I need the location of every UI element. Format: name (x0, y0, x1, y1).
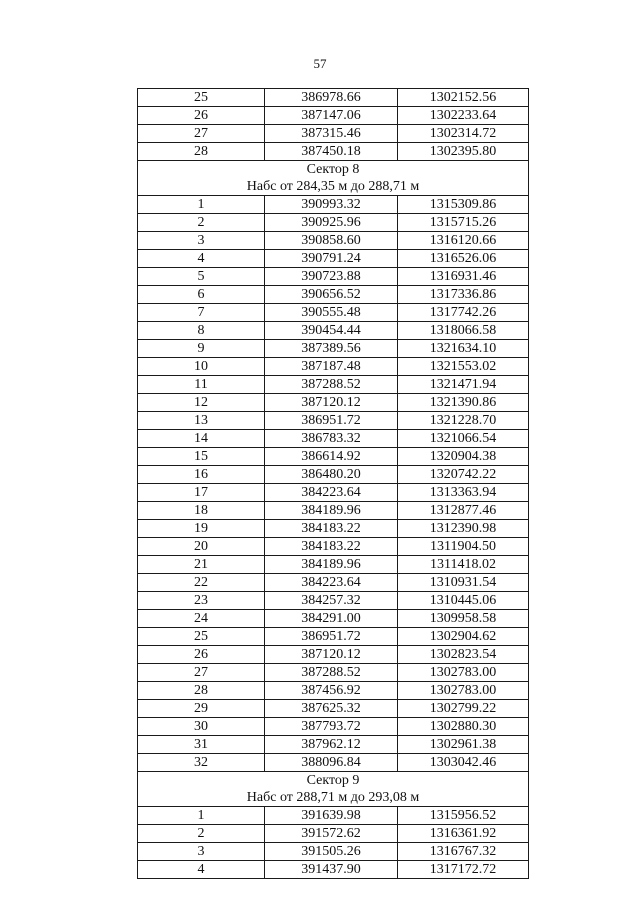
x-coordinate-cell: 391572.62 (265, 825, 398, 843)
table-row (138, 394, 529, 412)
table-row (138, 682, 529, 700)
y-coordinate-cell: 1302799.22 (398, 700, 529, 718)
table-row (138, 376, 529, 394)
table-row (138, 556, 529, 574)
y-coordinate-cell: 1316361.92 (398, 825, 529, 843)
x-coordinate-cell: 390993.32 (265, 196, 398, 214)
point-number-cell: 26 (138, 107, 265, 125)
table-row (138, 304, 529, 322)
table-row (138, 807, 529, 825)
y-coordinate-cell: 1316526.06 (398, 250, 529, 268)
sector-header-row (138, 772, 529, 807)
table-row (138, 268, 529, 286)
y-coordinate-cell: 1316767.32 (398, 843, 529, 861)
point-number-cell: 2 (138, 214, 265, 232)
sector-title: Сектор 8 (306, 162, 360, 177)
point-number-cell: 6 (138, 286, 265, 304)
table-row (138, 232, 529, 250)
y-coordinate-cell: 1315715.26 (398, 214, 529, 232)
point-number-cell: 14 (138, 430, 265, 448)
table-row (138, 143, 529, 161)
x-coordinate-cell: 386783.32 (265, 430, 398, 448)
y-coordinate-cell: 1321553.02 (398, 358, 529, 376)
point-number-cell: 15 (138, 448, 265, 466)
x-coordinate-cell: 384223.64 (265, 574, 398, 592)
x-coordinate-cell: 390858.60 (265, 232, 398, 250)
x-coordinate-cell: 384183.22 (265, 538, 398, 556)
x-coordinate-cell: 390925.96 (265, 214, 398, 232)
y-coordinate-cell: 1302783.00 (398, 664, 529, 682)
y-coordinate-cell: 1302783.00 (398, 682, 529, 700)
x-coordinate-cell: 387450.18 (265, 143, 398, 161)
table-row (138, 502, 529, 520)
x-coordinate-cell: 390723.88 (265, 268, 398, 286)
point-number-cell: 10 (138, 358, 265, 376)
table-row (138, 89, 529, 107)
x-coordinate-cell: 391437.90 (265, 861, 398, 879)
table-row (138, 484, 529, 502)
point-number-cell: 11 (138, 376, 265, 394)
x-coordinate-cell: 386951.72 (265, 412, 398, 430)
sector-title: Сектор 9 (306, 773, 360, 788)
point-number-cell: 13 (138, 412, 265, 430)
table-row (138, 286, 529, 304)
point-number-cell: 21 (138, 556, 265, 574)
table-row (138, 664, 529, 682)
x-coordinate-cell: 384291.00 (265, 610, 398, 628)
y-coordinate-cell: 1310931.54 (398, 574, 529, 592)
y-coordinate-cell: 1317336.86 (398, 286, 529, 304)
y-coordinate-cell: 1318066.58 (398, 322, 529, 340)
sector-range: Набс от 284,35 м до 288,71 м (246, 179, 420, 194)
y-coordinate-cell: 1321066.54 (398, 430, 529, 448)
x-coordinate-cell: 390791.24 (265, 250, 398, 268)
x-coordinate-cell: 384189.96 (265, 556, 398, 574)
point-number-cell: 19 (138, 520, 265, 538)
x-coordinate-cell: 391505.26 (265, 843, 398, 861)
point-number-cell: 25 (138, 628, 265, 646)
table-row (138, 825, 529, 843)
x-coordinate-cell: 390454.44 (265, 322, 398, 340)
coordinates-table (137, 88, 529, 879)
point-number-cell: 30 (138, 718, 265, 736)
x-coordinate-cell: 384189.96 (265, 502, 398, 520)
table-row (138, 736, 529, 754)
x-coordinate-cell: 390555.48 (265, 304, 398, 322)
point-number-cell: 20 (138, 538, 265, 556)
point-number-cell: 16 (138, 466, 265, 484)
point-number-cell: 1 (138, 807, 265, 825)
table-row (138, 718, 529, 736)
sector-header-cell (138, 772, 529, 807)
x-coordinate-cell: 384223.64 (265, 484, 398, 502)
table-row (138, 214, 529, 232)
table-row (138, 466, 529, 484)
table-row (138, 125, 529, 143)
y-coordinate-cell: 1321471.94 (398, 376, 529, 394)
x-coordinate-cell: 387625.32 (265, 700, 398, 718)
x-coordinate-cell: 387389.56 (265, 340, 398, 358)
point-number-cell: 24 (138, 610, 265, 628)
y-coordinate-cell: 1317172.72 (398, 861, 529, 879)
table-row (138, 700, 529, 718)
table-row (138, 448, 529, 466)
y-coordinate-cell: 1309958.58 (398, 610, 529, 628)
x-coordinate-cell: 387456.92 (265, 682, 398, 700)
x-coordinate-cell: 384257.32 (265, 592, 398, 610)
x-coordinate-cell: 387187.48 (265, 358, 398, 376)
y-coordinate-cell: 1320904.38 (398, 448, 529, 466)
x-coordinate-cell: 386614.92 (265, 448, 398, 466)
point-number-cell: 12 (138, 394, 265, 412)
table-row (138, 520, 529, 538)
y-coordinate-cell: 1316931.46 (398, 268, 529, 286)
table-row (138, 430, 529, 448)
y-coordinate-cell: 1313363.94 (398, 484, 529, 502)
point-number-cell: 2 (138, 825, 265, 843)
table-row (138, 340, 529, 358)
y-coordinate-cell: 1316120.66 (398, 232, 529, 250)
page-number: 57 (313, 56, 327, 71)
x-coordinate-cell: 387120.12 (265, 646, 398, 664)
x-coordinate-cell: 387288.52 (265, 376, 398, 394)
y-coordinate-cell: 1310445.06 (398, 592, 529, 610)
table-row (138, 592, 529, 610)
y-coordinate-cell: 1302152.56 (398, 89, 529, 107)
point-number-cell: 22 (138, 574, 265, 592)
point-number-cell: 25 (138, 89, 265, 107)
y-coordinate-cell: 1317742.26 (398, 304, 529, 322)
x-coordinate-cell: 386480.20 (265, 466, 398, 484)
y-coordinate-cell: 1303042.46 (398, 754, 529, 772)
x-coordinate-cell: 387120.12 (265, 394, 398, 412)
sector-range: Набс от 288,71 м до 293,08 м (246, 790, 420, 805)
table-row (138, 322, 529, 340)
table-row (138, 412, 529, 430)
x-coordinate-cell: 387315.46 (265, 125, 398, 143)
point-number-cell: 28 (138, 682, 265, 700)
point-number-cell: 17 (138, 484, 265, 502)
table-row (138, 196, 529, 214)
y-coordinate-cell: 1302823.54 (398, 646, 529, 664)
y-coordinate-cell: 1311418.02 (398, 556, 529, 574)
x-coordinate-cell: 388096.84 (265, 754, 398, 772)
x-coordinate-cell: 386978.66 (265, 89, 398, 107)
table-row (138, 843, 529, 861)
y-coordinate-cell: 1302961.38 (398, 736, 529, 754)
coordinates-table-body (138, 89, 529, 879)
point-number-cell: 32 (138, 754, 265, 772)
x-coordinate-cell: 387793.72 (265, 718, 398, 736)
point-number-cell: 8 (138, 322, 265, 340)
table-row (138, 754, 529, 772)
table-row (138, 574, 529, 592)
y-coordinate-cell: 1321390.86 (398, 394, 529, 412)
x-coordinate-cell: 384183.22 (265, 520, 398, 538)
point-number-cell: 27 (138, 125, 265, 143)
table-row (138, 646, 529, 664)
sector-header-cell (138, 161, 529, 196)
point-number-cell: 7 (138, 304, 265, 322)
table-row (138, 861, 529, 879)
x-coordinate-cell: 387147.06 (265, 107, 398, 125)
y-coordinate-cell: 1311904.50 (398, 538, 529, 556)
y-coordinate-cell: 1315956.52 (398, 807, 529, 825)
point-number-cell: 1 (138, 196, 265, 214)
y-coordinate-cell: 1302314.72 (398, 125, 529, 143)
point-number-cell: 31 (138, 736, 265, 754)
y-coordinate-cell: 1302904.62 (398, 628, 529, 646)
table-row (138, 358, 529, 376)
y-coordinate-cell: 1320742.22 (398, 466, 529, 484)
point-number-cell: 29 (138, 700, 265, 718)
point-number-cell: 4 (138, 250, 265, 268)
point-number-cell: 23 (138, 592, 265, 610)
point-number-cell: 3 (138, 843, 265, 861)
y-coordinate-cell: 1321634.10 (398, 340, 529, 358)
table-row (138, 610, 529, 628)
y-coordinate-cell: 1302880.30 (398, 718, 529, 736)
point-number-cell: 9 (138, 340, 265, 358)
y-coordinate-cell: 1302233.64 (398, 107, 529, 125)
y-coordinate-cell: 1312877.46 (398, 502, 529, 520)
y-coordinate-cell: 1315309.86 (398, 196, 529, 214)
point-number-cell: 5 (138, 268, 265, 286)
sector-header-row (138, 161, 529, 196)
y-coordinate-cell: 1302395.80 (398, 143, 529, 161)
x-coordinate-cell: 387962.12 (265, 736, 398, 754)
table-row (138, 250, 529, 268)
x-coordinate-cell: 390656.52 (265, 286, 398, 304)
x-coordinate-cell: 386951.72 (265, 628, 398, 646)
table-row (138, 107, 529, 125)
point-number-cell: 4 (138, 861, 265, 879)
x-coordinate-cell: 391639.98 (265, 807, 398, 825)
y-coordinate-cell: 1312390.98 (398, 520, 529, 538)
table-row (138, 538, 529, 556)
point-number-cell: 26 (138, 646, 265, 664)
point-number-cell: 18 (138, 502, 265, 520)
table-row (138, 628, 529, 646)
point-number-cell: 27 (138, 664, 265, 682)
point-number-cell: 28 (138, 143, 265, 161)
point-number-cell: 3 (138, 232, 265, 250)
y-coordinate-cell: 1321228.70 (398, 412, 529, 430)
x-coordinate-cell: 387288.52 (265, 664, 398, 682)
